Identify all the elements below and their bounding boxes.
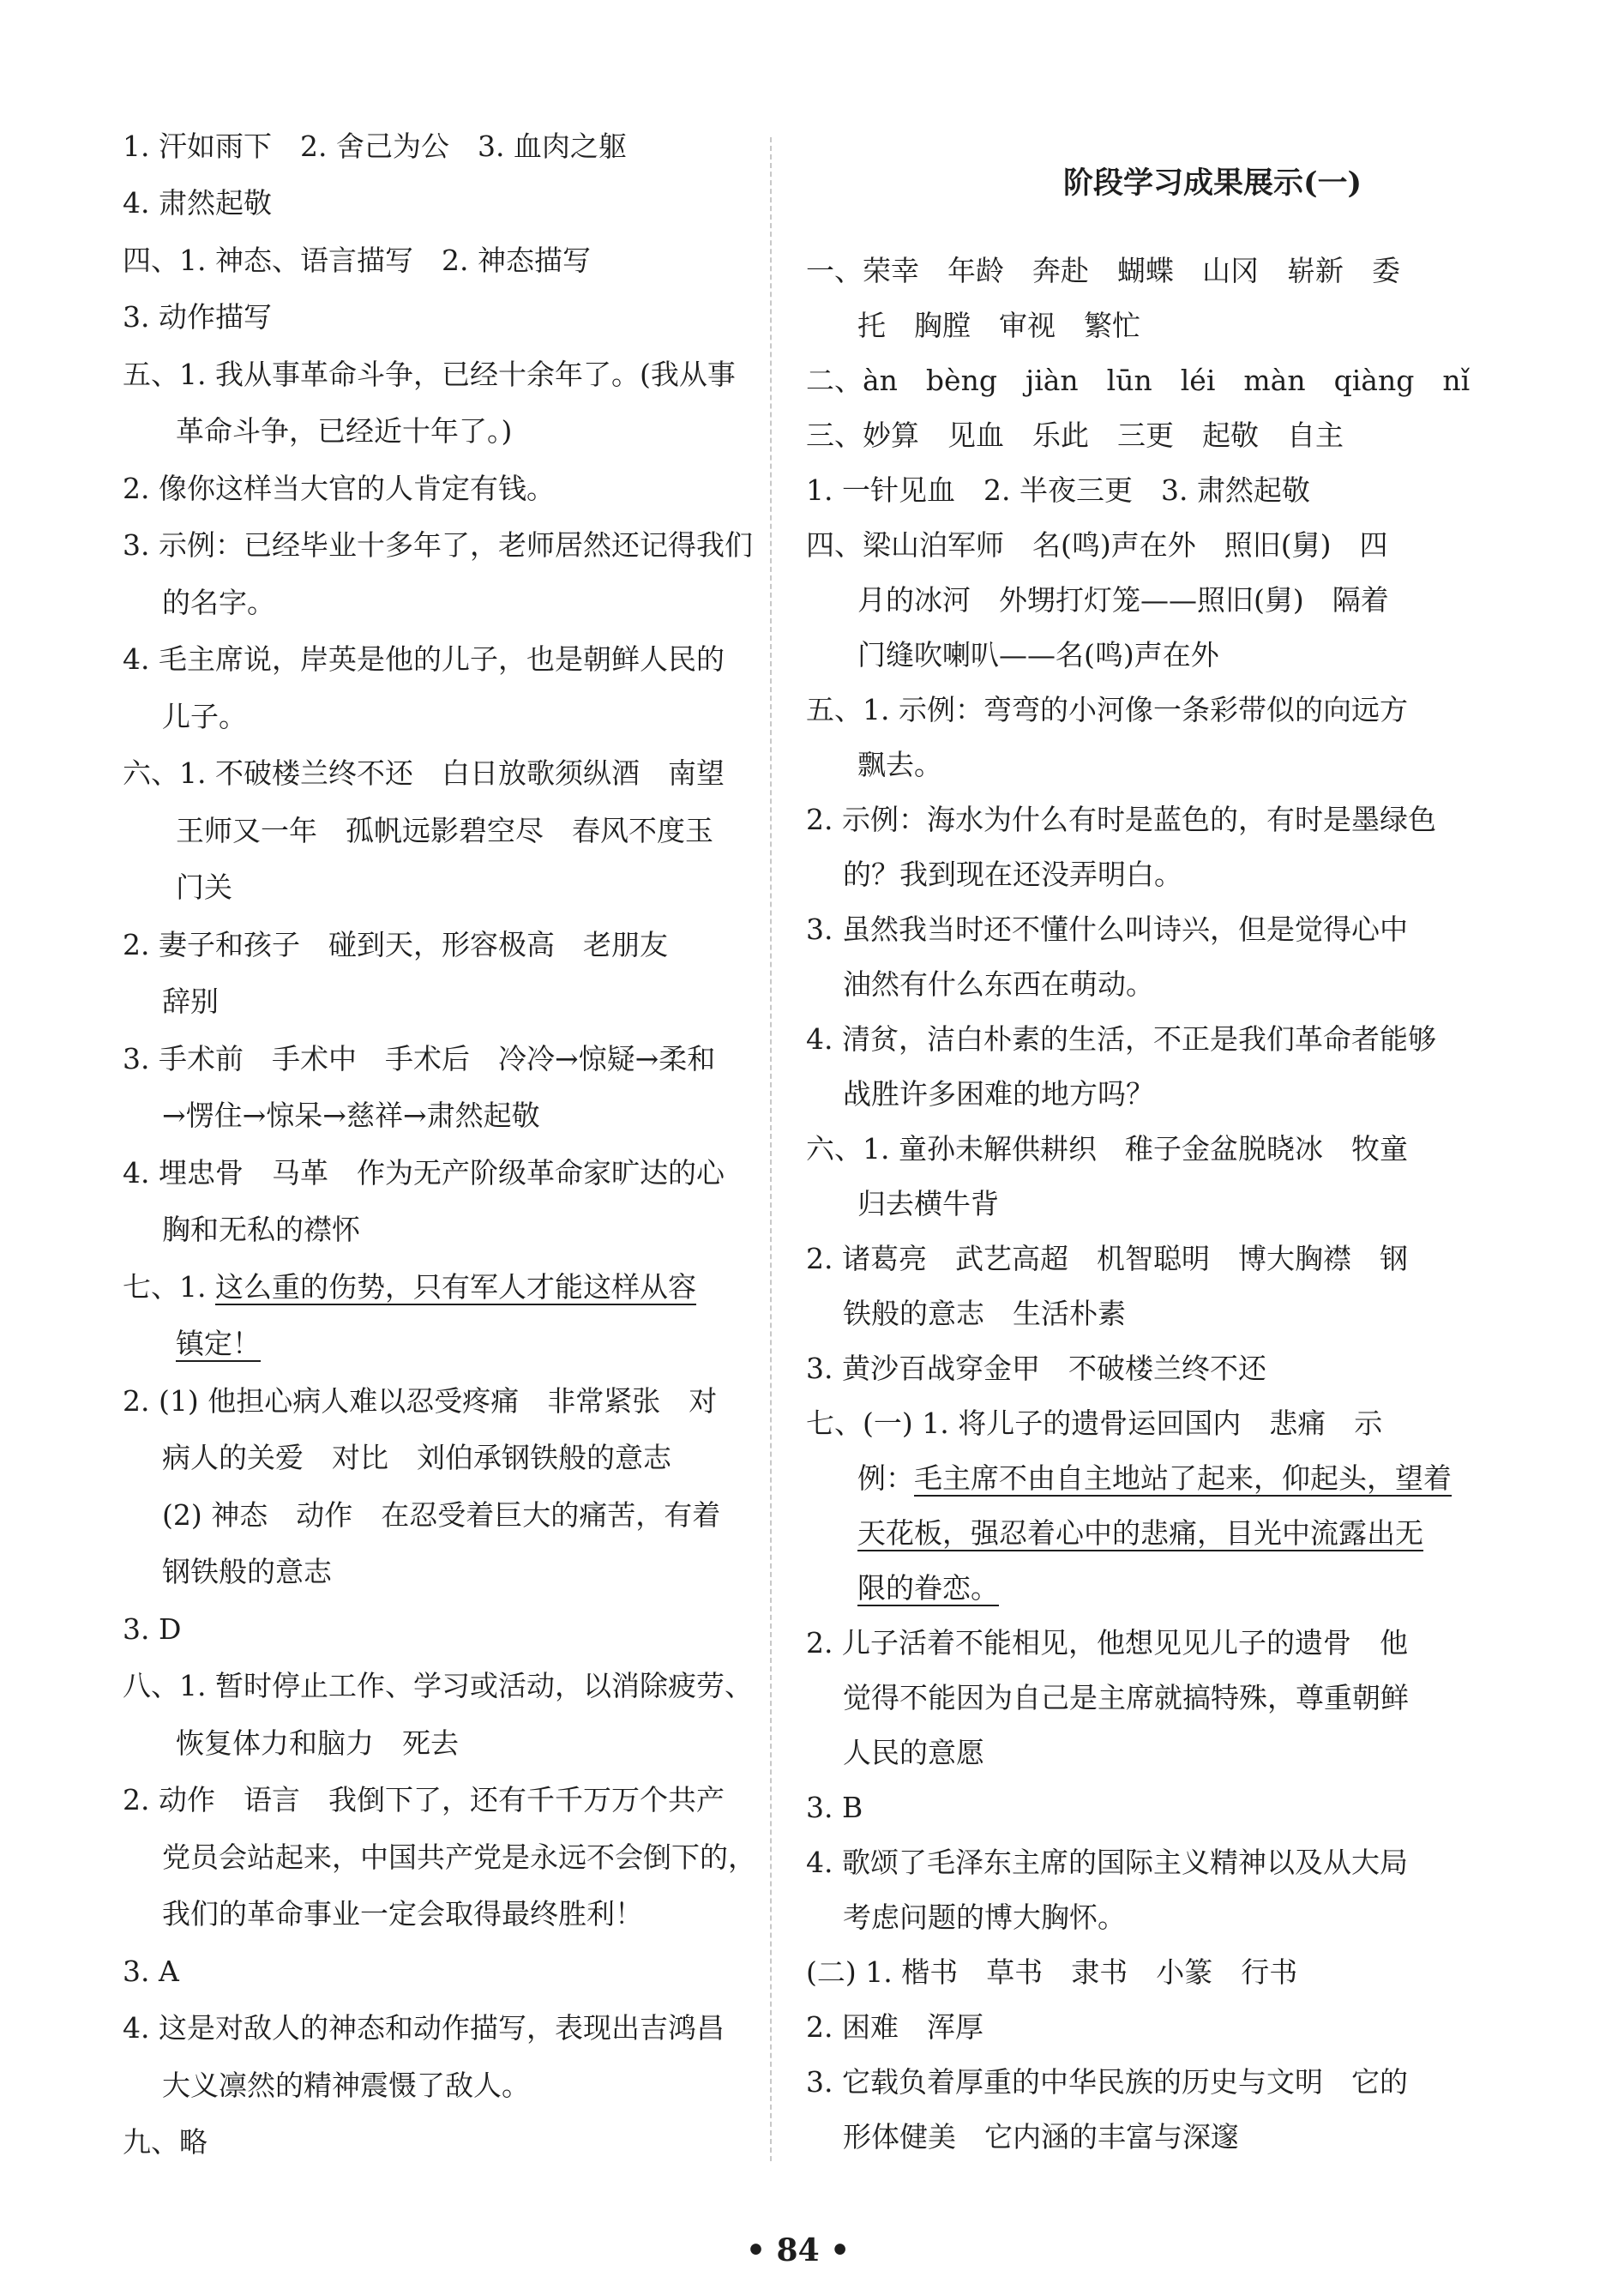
answer-line: 托 胸膛 审视 繁忙 (857, 309, 1140, 342)
answer-line: 钢铁般的意志 (162, 1555, 332, 1588)
answer-line: 王师又一年 孤帆远影碧空尽 春风不度玉 (176, 814, 713, 847)
answer-line: (二) 1. 楷书 草书 隶书 小篆 行书 (806, 1955, 1298, 1989)
answer-line: 3. 黄沙百战穿金甲 不破楼兰终不还 (806, 1352, 1266, 1385)
underlined-answer: 天花板，强忍着心中的悲痛，目光中流露出无 (857, 1516, 1423, 1550)
answer-line: 4. 这是对敌人的神态和动作描写，表现出吉鸿昌 (123, 2011, 725, 2045)
answer-line (857, 1571, 999, 1605)
answer-line: →愣住→惊呆→慈祥→肃然起敬 (162, 1099, 540, 1132)
underlined-answer: 镇定！ (176, 1327, 261, 1360)
answer-line: 4. 清贫，洁白朴素的生活，不正是我们革命者能够 (806, 1022, 1436, 1056)
answer-line: 铁般的意志 生活朴素 (843, 1297, 1126, 1330)
answer-line: 二、àn bèng jiàn lūn léi màn qiàng nǐ (806, 364, 1471, 397)
answer-line: 油然有什么东西在萌动。 (843, 967, 1154, 1001)
answer-line: 六、1. 不破楼兰终不还 白日放歌须纵酒 南望 (123, 756, 725, 790)
answer-line: 觉得不能因为自己是主席就搞特殊，尊重朝鲜 (843, 1681, 1409, 1714)
answer-line: 1. 一针见血 2. 半夜三更 3. 肃然起敬 (806, 473, 1310, 507)
answer-line: 月的冰河 外甥打灯笼——照旧(舅) 隔着 (857, 583, 1389, 617)
answer-line: 大义凛然的精神震慑了敌人。 (162, 2069, 530, 2102)
answer-line: 的？我到现在还没弄明白。 (843, 858, 1182, 891)
answer-line: 4. 歌颂了毛泽东主席的国际主义精神以及从大局 (806, 1846, 1408, 1879)
answer-line: 4. 肃然起敬 (123, 186, 272, 220)
answer-line: 3. 示例：已经毕业十多年了，老师居然还记得我们 (123, 528, 753, 562)
answer-line: 我们的革命事业一定会取得最终胜利！ (162, 1897, 643, 1931)
answer-line: 八、1. 暂时停止工作、学习或活动，以消除疲劳、 (123, 1669, 753, 1702)
answer-line: 五、1. 示例：弯弯的小河像一条彩带似的向远方 (806, 693, 1408, 726)
answer-line: 3. 动作描写 (123, 300, 272, 334)
answer-line: 3. 手术前 手术中 手术后 冷冷→惊疑→柔和 (123, 1042, 716, 1075)
answer-line: 3. B (806, 1791, 863, 1824)
answer-line (857, 1516, 1423, 1551)
answer-line (857, 1461, 1452, 1496)
answer-line: 四、1. 神态、语言描写 2. 神态描写 (123, 244, 591, 277)
answer-prefix: 例： (857, 1461, 914, 1495)
column-divider (770, 137, 772, 2161)
answer-line: 门关 (176, 870, 232, 904)
answer-prefix: 七、1. (123, 1270, 215, 1304)
answer-line: 2. (1) 他担心病人难以忍受疼痛 非常紧张 对 (123, 1384, 718, 1418)
answer-line: 4. 埋忠骨 马革 作为无产阶级革命家旷达的心 (123, 1156, 725, 1190)
answer-line: 四、梁山泊军师 名(鸣)声在外 照旧(舅) 四 (806, 528, 1388, 562)
section-heading: 阶段学习成果展示(一) (1063, 166, 1362, 201)
answer-line (176, 1327, 261, 1361)
answer-line: 3. A (123, 1955, 179, 1988)
answer-line: 2. 动作 语言 我倒下了，还有千千万万个共产 (123, 1783, 725, 1816)
answer-line: 战胜许多困难的地方吗？ (843, 1077, 1154, 1111)
underlined-answer: 这么重的伤势，只有军人才能这样从容 (214, 1270, 696, 1304)
answer-line: 3. 它载负着厚重的中华民族的历史与文明 它的 (806, 2065, 1408, 2099)
page-number: • 84 • (746, 2232, 851, 2268)
answer-line: 2. 示例：海水为什么有时是蓝色的，有时是墨绿色 (806, 803, 1436, 836)
answer-line: 六、1. 童孙未解供耕织 稚子金盆脱晓冰 牧童 (806, 1132, 1408, 1166)
answer-line: 九、略 (123, 2125, 208, 2159)
answer-line: 2. 困难 浑厚 (806, 2010, 983, 2044)
answer-line: 3. D (123, 1612, 182, 1646)
answer-line: 4. 毛主席说，岸英是他的儿子，也是朝鲜人民的 (123, 642, 725, 676)
answer-line: 辞别 (162, 985, 219, 1018)
answer-line: 恢复体力和脑力 死去 (176, 1726, 459, 1760)
underlined-answer: 毛主席不由自主地站了起来，仰起头，望着 (914, 1461, 1452, 1495)
answer-line: 考虑问题的博大胸怀。 (843, 1900, 1126, 1934)
answer-line (123, 1270, 696, 1304)
answer-line: 一、荣幸 年龄 奔赴 蝴蝶 山冈 崭新 委 (806, 254, 1400, 287)
answer-line: 的名字。 (162, 586, 275, 619)
answer-line: 胸和无私的襟怀 (162, 1213, 360, 1246)
underlined-answer: 限的眷恋。 (857, 1571, 999, 1605)
answer-line: 1. 汗如雨下 2. 舍己为公 3. 血肉之躯 (123, 130, 627, 163)
answer-line: 飘去。 (857, 748, 942, 781)
answer-line: 五、1. 我从事革命斗争，已经十余年了。(我从事 (123, 358, 736, 391)
answer-line: 2. 诸葛亮 武艺高超 机智聪明 博大胸襟 钢 (806, 1242, 1408, 1275)
answer-line: 七、(一) 1. 将儿子的遗骨运回国内 悲痛 示 (806, 1407, 1383, 1440)
answer-line: 2. 妻子和孩子 碰到天，形容极高 老朋友 (123, 928, 668, 961)
answer-line: 革命斗争，已经近十年了。) (176, 414, 513, 448)
answer-line: 归去横牛背 (857, 1187, 999, 1220)
answer-line: 2. 儿子活着不能相见，他想见见儿子的遗骨 他 (806, 1626, 1408, 1660)
answer-line: 2. 像你这样当大官的人肯定有钱。 (123, 472, 555, 505)
answer-line: 病人的关爱 对比 刘伯承钢铁般的意志 (162, 1441, 671, 1474)
answer-line: 人民的意愿 (843, 1736, 984, 1769)
answer-line: 门缝吹喇叭——名(鸣)声在外 (857, 638, 1219, 672)
answer-line: 三、妙算 见血 乐此 三更 起敬 自主 (806, 419, 1344, 452)
answer-line: 儿子。 (162, 700, 247, 733)
answer-line: (2) 神态 动作 在忍受着巨大的痛苦，有着 (162, 1498, 721, 1532)
answer-line: 形体健美 它内涵的丰富与深邃 (843, 2120, 1239, 2153)
answer-line: 3. 虽然我当时还不懂什么叫诗兴，但是觉得心中 (806, 913, 1408, 946)
answer-line: 党员会站起来，中国共产党是永远不会倒下的， (162, 1840, 756, 1874)
